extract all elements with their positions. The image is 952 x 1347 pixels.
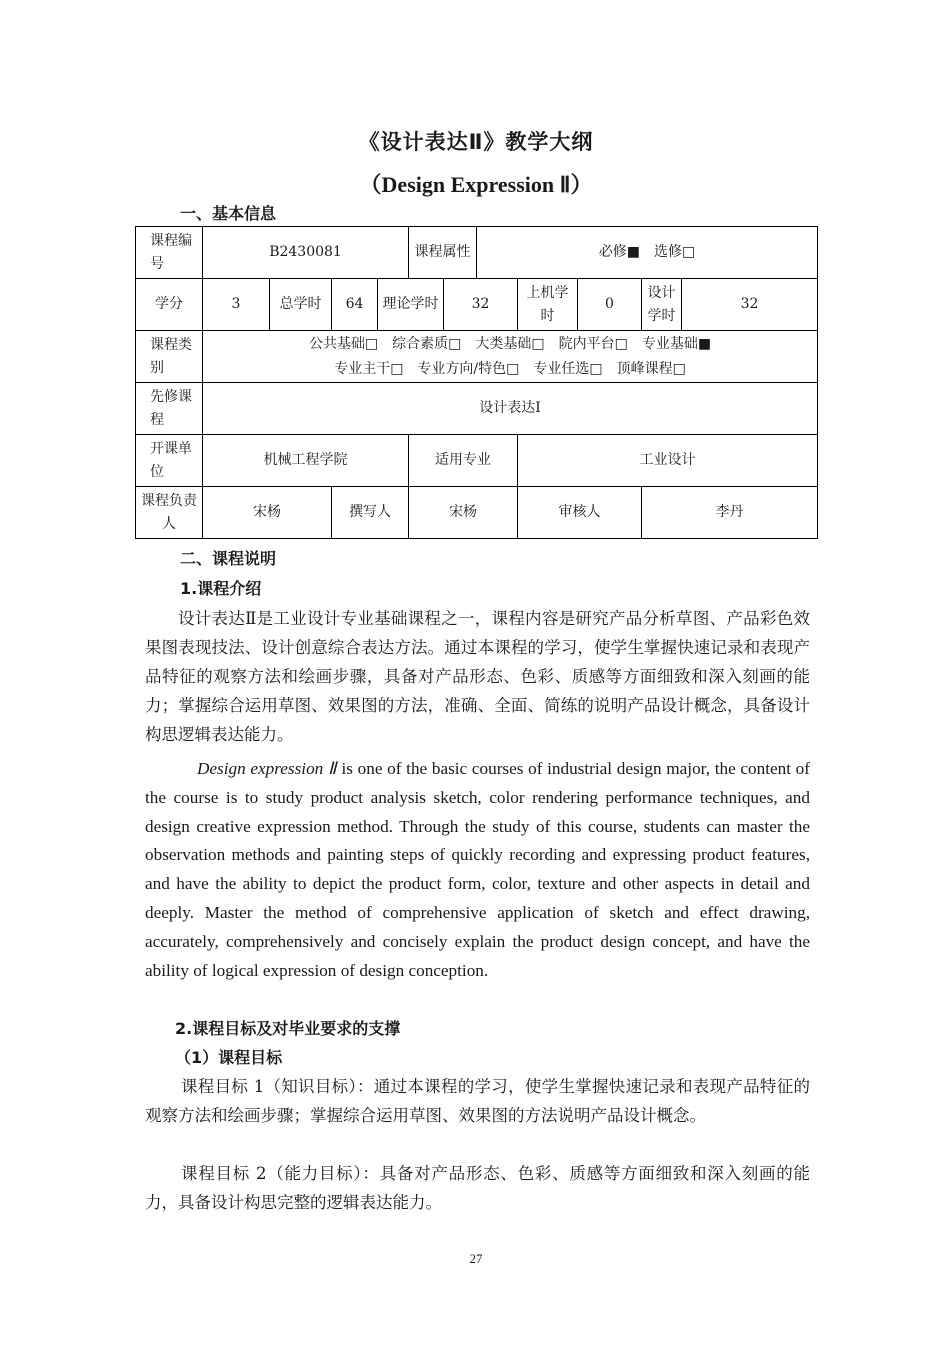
course-code-label: 课程编号	[136, 227, 203, 279]
lab-hours-label: 上机学时	[518, 279, 578, 331]
credit-value: 3	[203, 279, 270, 331]
lab-hours-value: 0	[578, 279, 642, 331]
writer-label: 撰写人	[332, 487, 409, 539]
category-line-2: 专业主干□ 专业方向/特色□ 专业任选□ 顶峰课程□	[334, 360, 686, 377]
credit-label: 学分	[136, 279, 203, 331]
course-attr-label: 课程属性	[409, 227, 477, 279]
objective-2: 课程目标 2（能力目标）：具备对产品形态、色彩、质感等方面细致和深入刻画的能力，具备设计构思完整的逻辑表达能力。	[145, 1164, 810, 1212]
offering-unit-value: 机械工程学院	[203, 435, 409, 487]
category-line-1: 公共基础□ 综合素质□ 大类基础□ 院内平台□ 专业基础■	[308, 335, 712, 352]
applicable-major-label: 适用专业	[409, 435, 518, 487]
writer-value: 宋杨	[409, 487, 518, 539]
course-intro-heading: 1.课程介绍	[180, 579, 262, 598]
course-intro-english	[145, 755, 810, 985]
page-title: 《设计表达Ⅱ》教学大纲	[358, 130, 594, 154]
reviewer-label: 审核人	[518, 487, 642, 539]
course-code-value: B2430081	[203, 227, 409, 279]
page-subtitle: （Design Expression Ⅱ）	[359, 172, 593, 197]
objective-1: 课程目标 1（知识目标）：通过本课程的学习，使学生掌握快速记录和表现产品特征的观察方法和绘画步骤；掌握综合运用草图、效果图的方法说明产品设计概念。	[145, 1077, 810, 1125]
section-basic-info-heading: 一、基本信息	[180, 204, 277, 223]
course-objectives-heading: 2.课程目标及对毕业要求的支撑	[175, 1019, 401, 1038]
page-number: 27	[469, 1251, 483, 1266]
theory-hours-value: 32	[444, 279, 518, 331]
reviewer-value: 李丹	[642, 487, 818, 539]
offering-unit-label: 开课单位	[136, 435, 203, 487]
course-lead-value: 宋杨	[203, 487, 332, 539]
objectives-subheading: （1）课程目标	[175, 1048, 283, 1067]
prerequisite-label: 先修课程	[136, 383, 203, 435]
course-intro-english-text: is one of the basic courses of industrial design major, the content of the course is to study product analysis sketch, color rendering performance techniques, and design creative expression method. Through the study of this course, students can master the observation methods and painting steps of quickly recording and expressing product features, and have the ability to depict the product form, color, texture and other aspects in detail and deeply. Master the method of comprehensive application of sketch and effect drawing, accurately, comprehensively and concisely explain the product design concept, and have the ability of logical expression of design conception.	[145, 759, 810, 980]
total-hours-value: 64	[332, 279, 378, 331]
applicable-major-value: 工业设计	[518, 435, 818, 487]
course-category-label: 课程类别	[136, 331, 203, 383]
course-intro-chinese: 设计表达Ⅱ是工业设计专业基础课程之一，课程内容是研究产品分析草图、产品彩色效果图表现技法、设计创意综合表达方法。通过本课程的学习，使学生掌握快速记录和表现产品特征的观察方法和绘画步骤，具备对产品形态、色彩、质感等方面细致和深入刻画的能力；掌握综合运用草图、效果图的方法，准确、全面、简练的说明产品设计概念，具备设计构思逻辑表达能力。	[145, 609, 810, 744]
section-course-desc-heading: 二、课程说明	[180, 549, 277, 568]
prerequisite-value: 设计表达Ⅰ	[203, 383, 818, 435]
design-hours-label: 设计学时	[642, 279, 682, 331]
course-name-italic: Design expression Ⅱ	[197, 759, 337, 778]
course-attr-value: 必修■ 选修□	[477, 227, 818, 279]
basic-info-table	[135, 226, 818, 539]
total-hours-label: 总学时	[270, 279, 332, 331]
course-lead-label: 课程负责人	[136, 487, 203, 539]
theory-hours-label: 理论学时	[378, 279, 444, 331]
design-hours-value: 32	[682, 279, 818, 331]
course-category-value	[203, 331, 818, 383]
